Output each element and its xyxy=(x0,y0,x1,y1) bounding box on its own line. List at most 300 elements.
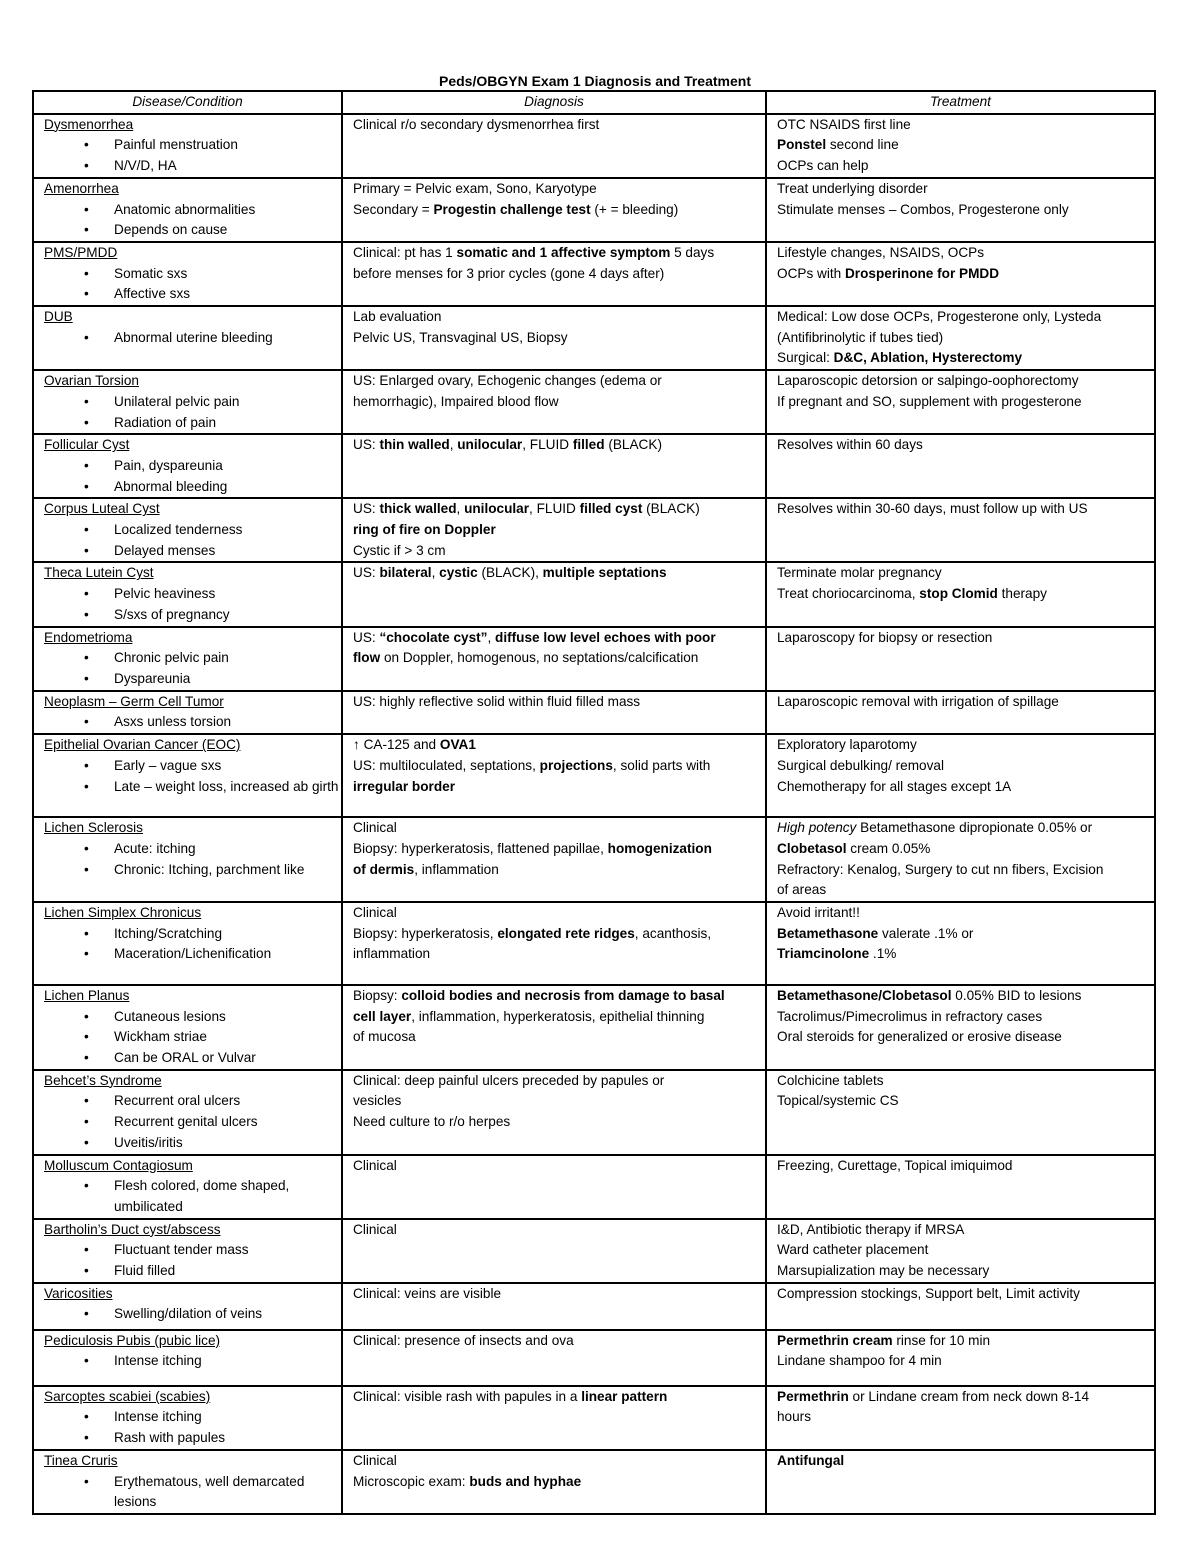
treatment-text: valerate .1% or xyxy=(878,925,974,941)
condition-cell xyxy=(33,306,342,370)
treatment-text: D&C, Ablation, Hysterectomy xyxy=(833,350,1023,366)
diagnosis-text: Clinical xyxy=(353,1452,397,1468)
condition-name: Bartholin’s Duct cyst/abscess xyxy=(44,1221,221,1237)
treatment-text: Laparoscopy for biopsy or resection xyxy=(777,629,993,645)
treatment-line xyxy=(777,115,1154,136)
table-row xyxy=(33,691,1155,734)
symptom-item: • Unilateral pelvic pain xyxy=(114,392,341,413)
treatment-line xyxy=(777,264,1154,285)
treatment-line xyxy=(777,1240,1154,1261)
treatment-line xyxy=(777,307,1154,328)
condition-name: Epithelial Ovarian Cancer (EOC) xyxy=(44,737,241,753)
condition-name: Tinea Cruris xyxy=(44,1452,118,1468)
treatment-text: Colchicine tablets xyxy=(777,1072,884,1088)
treatment-line xyxy=(777,200,1154,221)
treatment-text: Ward catheter placement xyxy=(777,1242,929,1258)
treatment-line xyxy=(777,584,1154,605)
condition-name: PMS/PMDD xyxy=(44,244,118,260)
diagnosis-line xyxy=(353,200,765,221)
condition-name: Pediculosis Pubis (pubic lice) xyxy=(44,1332,221,1348)
condition-cell xyxy=(33,178,342,242)
diagnosis-text: Clinical xyxy=(353,820,397,836)
table-row xyxy=(33,985,1155,1070)
diagnosis-text: linear pattern xyxy=(581,1388,668,1404)
condition-name: Follicular Cyst xyxy=(44,437,130,453)
treatment-text: Surgical debulking/ removal xyxy=(777,757,944,773)
treatment-cell xyxy=(766,498,1155,562)
symptom-item: • Uveitis/iritis xyxy=(114,1133,341,1154)
condition-cell xyxy=(33,985,342,1070)
condition-cell xyxy=(33,1386,342,1450)
diagnosis-line xyxy=(353,1451,765,1472)
treatment-cell xyxy=(766,242,1155,306)
treatment-line xyxy=(777,1261,1154,1282)
diagnosis-text: elongated rete ridges xyxy=(497,925,635,941)
treatment-cell xyxy=(766,178,1155,242)
treatment-line xyxy=(777,392,1154,413)
diagnosis-cell xyxy=(342,1450,766,1514)
treatment-line xyxy=(777,1451,1154,1472)
symptom-list xyxy=(44,264,341,305)
treatment-cell xyxy=(766,1070,1155,1155)
symptom-item: • Erythematous, well demarcated lesions xyxy=(114,1472,341,1513)
treatment-text: Compression stockings, Support belt, Limit activity xyxy=(777,1285,1080,1301)
diagnosis-line xyxy=(353,179,765,200)
symptom-item: • Painful menstruation xyxy=(114,135,341,156)
treatment-text: or Lindane cream from neck down 8-14 xyxy=(848,1388,1090,1404)
treatment-text: .1% xyxy=(869,946,897,962)
diagnosis-text: US: xyxy=(353,629,380,645)
treatment-text: of areas xyxy=(777,882,827,898)
diagnosis-text: Biopsy: hyperkeratosis, xyxy=(353,925,498,941)
diagnosis-cell xyxy=(342,1386,766,1450)
table-row xyxy=(33,114,1155,178)
symptom-item: • Depends on cause xyxy=(114,220,341,241)
table-row xyxy=(33,1070,1155,1155)
diagnosis-cell xyxy=(342,734,766,817)
symptom-item: • Can be ORAL or Vulvar xyxy=(114,1048,341,1069)
treatment-line xyxy=(777,860,1154,881)
diagnosis-cell xyxy=(342,1330,766,1386)
diagnosis-text: Clinical: deep painful ulcers preceded by papules or xyxy=(353,1072,665,1088)
treatment-line xyxy=(777,1331,1154,1352)
treatment-text: OCPs with xyxy=(777,265,845,281)
symptom-list xyxy=(44,648,341,689)
diagnosis-text: Clinical xyxy=(353,1221,397,1237)
diagnosis-text: Biopsy: hyperkeratosis, flattened papillae, xyxy=(353,840,608,856)
diagnosis-text: , xyxy=(431,565,440,581)
diagnosis-text: US: xyxy=(353,437,380,453)
diagnosis-cell xyxy=(342,370,766,434)
treatment-cell xyxy=(766,114,1155,178)
diagnosis-text: Secondary = xyxy=(353,201,434,217)
diagnosis-text: ↑ CA-125 and xyxy=(353,737,440,753)
treatment-text: OCPs can help xyxy=(777,158,869,174)
treatment-line xyxy=(777,1007,1154,1028)
diagnosis-text: hemorrhagic), Impaired blood flow xyxy=(353,393,559,409)
symptom-list xyxy=(44,712,341,733)
diagnosis-text: homogenization xyxy=(607,840,712,856)
treatment-text: hours xyxy=(777,1409,812,1425)
condition-cell xyxy=(33,902,342,985)
treatment-text: Exploratory laparotomy xyxy=(777,737,917,753)
diagnosis-text: flow xyxy=(353,650,381,666)
symptom-list xyxy=(44,1407,341,1448)
diagnosis-text: 5 days xyxy=(670,244,715,260)
treatment-line xyxy=(777,628,1154,649)
treatment-text: therapy xyxy=(997,586,1047,602)
symptom-item: • N/V/D, HA xyxy=(114,156,341,177)
symptom-item: • Affective sxs xyxy=(114,284,341,305)
treatment-text: stop Clomid xyxy=(919,586,998,602)
condition-name: Neoplasm – Germ Cell Tumor xyxy=(44,693,224,709)
condition-name: Dysmenorrhea xyxy=(44,116,134,132)
diagnosis-line xyxy=(353,392,765,413)
treatment-text: Surgical: xyxy=(777,350,834,366)
treatment-text: second line xyxy=(826,137,899,153)
diagnosis-line xyxy=(353,243,765,264)
diagnosis-text: multiple septations xyxy=(542,565,667,581)
symptom-list xyxy=(44,1091,341,1153)
diagnosis-line xyxy=(353,818,765,839)
symptom-item: • Flesh colored, dome shaped, umbilicated xyxy=(114,1176,341,1217)
table-header-row xyxy=(33,91,1155,114)
treatment-cell xyxy=(766,1155,1155,1219)
condition-cell xyxy=(33,1450,342,1514)
symptom-item: • Late – weight loss, increased ab girth xyxy=(114,777,341,798)
treatment-cell xyxy=(766,306,1155,370)
treatment-line xyxy=(777,1407,1154,1428)
treatment-line xyxy=(777,880,1154,901)
symptom-item: • Delayed menses xyxy=(114,541,341,562)
treatment-text: Betamethasone xyxy=(777,925,879,941)
symptom-list xyxy=(44,1304,341,1325)
treatment-line xyxy=(777,371,1154,392)
diagnosis-cell xyxy=(342,178,766,242)
treatment-text: Terminate molar pregnancy xyxy=(777,565,942,581)
treatment-text: Topical/systemic CS xyxy=(777,1093,899,1109)
diagnosis-line xyxy=(353,756,765,777)
symptom-list xyxy=(44,924,341,965)
treatment-line xyxy=(777,839,1154,860)
diagnosis-text: , xyxy=(449,437,458,453)
diagnosis-text: Need culture to r/o herpes xyxy=(353,1114,511,1130)
symptom-item: • Recurrent genital ulcers xyxy=(114,1112,341,1133)
diagnosis-cell xyxy=(342,1070,766,1155)
table-row xyxy=(33,1155,1155,1219)
symptom-list xyxy=(44,328,341,349)
symptom-list xyxy=(44,584,341,625)
diagnosis-line xyxy=(353,307,765,328)
table-row xyxy=(33,734,1155,817)
treatment-text: Medical: Low dose OCPs, Progesterone only, Lysteda xyxy=(777,309,1102,325)
condition-name: Sarcoptes scabiei (scabies) xyxy=(44,1388,211,1404)
diagnosis-cell xyxy=(342,434,766,498)
diagnosis-line xyxy=(353,1331,765,1352)
condition-cell xyxy=(33,1219,342,1283)
treatment-cell xyxy=(766,817,1155,902)
treatment-cell xyxy=(766,627,1155,691)
diagnosis-line xyxy=(353,777,765,798)
diagnosis-text: colloid bodies and necrosis from damage to basal xyxy=(401,987,725,1003)
condition-cell xyxy=(33,1155,342,1219)
condition-name: Varicosities xyxy=(44,1285,113,1301)
diagnosis-line xyxy=(353,1387,765,1408)
treatment-line xyxy=(777,986,1154,1007)
treatment-text: Oral steroids for generalized or erosive disease xyxy=(777,1029,1062,1045)
treatment-text: Avoid irritant!! xyxy=(777,904,860,920)
treatment-line xyxy=(777,1156,1154,1177)
table-row xyxy=(33,370,1155,434)
condition-name: DUB xyxy=(44,309,73,325)
diagnosis-line xyxy=(353,1156,765,1177)
diagnosis-text: (BLACK), xyxy=(477,565,543,581)
table-row xyxy=(33,1283,1155,1330)
diagnosis-text: (BLACK) xyxy=(642,501,700,517)
symptom-item: • Wickham striae xyxy=(114,1027,341,1048)
table-row xyxy=(33,1219,1155,1283)
treatment-line xyxy=(777,328,1154,349)
symptom-item: • Asxs unless torsion xyxy=(114,712,341,733)
condition-cell xyxy=(33,1070,342,1155)
page-title: Peds/OBGYN Exam 1 Diagnosis and Treatment xyxy=(439,73,751,89)
treatment-line xyxy=(777,818,1154,839)
treatment-text: Laparoscopic detorsion or salpingo-oophorectomy xyxy=(777,373,1079,389)
treatment-cell xyxy=(766,1283,1155,1330)
symptom-item: • Chronic: Itching, parchment like xyxy=(114,860,341,881)
diagnosis-line xyxy=(353,1071,765,1092)
treatment-text: Lindane shampoo for 4 min xyxy=(777,1353,942,1369)
diagnosis-text: US: highly reflective solid within fluid filled mass xyxy=(353,693,641,709)
treatment-cell xyxy=(766,902,1155,985)
diagnosis-text: Cystic if > 3 cm xyxy=(353,542,446,558)
treatment-line xyxy=(777,903,1154,924)
diagnosis-text: Clinical: presence of insects and ova xyxy=(353,1332,574,1348)
diagnosis-text: Clinical: veins are visible xyxy=(353,1285,502,1301)
diagnosis-cell xyxy=(342,498,766,562)
diagnosis-cell xyxy=(342,1155,766,1219)
treatment-cell xyxy=(766,562,1155,626)
symptom-list xyxy=(44,135,341,176)
treatment-cell xyxy=(766,985,1155,1070)
diagnosis-text: US: multiloculated, septations, xyxy=(353,757,540,773)
diagnosis-line xyxy=(353,986,765,1007)
treatment-line xyxy=(777,1220,1154,1241)
diagnosis-treatment-table xyxy=(32,90,1156,1515)
diagnosis-line xyxy=(353,924,765,945)
condition-cell xyxy=(33,242,342,306)
diagnosis-text: of mucosa xyxy=(353,1029,416,1045)
diagnosis-text: Clinical xyxy=(353,1157,397,1173)
table-row xyxy=(33,627,1155,691)
treatment-text: Betamethasone dipropionate 0.05% or xyxy=(856,820,1093,836)
condition-name: Lichen Sclerosis xyxy=(44,820,143,836)
symptom-item: • Intense itching xyxy=(114,1407,341,1428)
symptom-item: • Recurrent oral ulcers xyxy=(114,1091,341,1112)
diagnosis-text: OVA1 xyxy=(439,737,476,753)
diagnosis-text: , inflammation, hyperkeratosis, epithelial thinning xyxy=(411,1008,705,1024)
diagnosis-text: somatic and 1 affective symptom xyxy=(456,244,671,260)
symptom-item: • Pain, dyspareunia xyxy=(114,456,341,477)
diagnosis-text: Clinical xyxy=(353,904,397,920)
diagnosis-line xyxy=(353,648,765,669)
symptom-item: • Pelvic heaviness xyxy=(114,584,341,605)
diagnosis-text: on Doppler, homogenous, no septations/calcification xyxy=(380,650,699,666)
diagnosis-text: of dermis xyxy=(353,861,415,877)
diagnosis-text: unilocular xyxy=(464,501,530,517)
diagnosis-line xyxy=(353,692,765,713)
condition-cell xyxy=(33,498,342,562)
symptom-item: • Cutaneous lesions xyxy=(114,1007,341,1028)
symptom-item: • Localized tenderness xyxy=(114,520,341,541)
symptom-list xyxy=(44,1176,341,1217)
diagnosis-text: Clinical r/o secondary dysmenorrhea first xyxy=(353,116,600,132)
diagnosis-text: Lab evaluation xyxy=(353,309,442,325)
table-row xyxy=(33,178,1155,242)
symptom-item: • S/sxs of pregnancy xyxy=(114,605,341,626)
diagnosis-text: ring of fire on Doppler xyxy=(353,522,496,538)
diagnosis-line xyxy=(353,860,765,881)
symptom-item: • Abnormal uterine bleeding xyxy=(114,328,341,349)
condition-name: Lichen Simplex Chronicus xyxy=(44,904,202,920)
treatment-text: Stimulate menses – Combos, Progesterone only xyxy=(777,201,1069,217)
table-row xyxy=(33,434,1155,498)
treatment-line xyxy=(777,692,1154,713)
treatment-line xyxy=(777,179,1154,200)
treatment-line xyxy=(777,1027,1154,1048)
diagnosis-cell xyxy=(342,242,766,306)
treatment-line xyxy=(777,499,1154,520)
condition-name: Theca Lutein Cyst xyxy=(44,565,154,581)
treatment-text: Permethrin cream xyxy=(777,1332,893,1348)
treatment-text: Marsupialization may be necessary xyxy=(777,1263,990,1279)
condition-name: Amenorrhea xyxy=(44,180,119,196)
symptom-item: • Abnormal bleeding xyxy=(114,477,341,498)
diagnosis-line xyxy=(353,499,765,520)
treatment-line xyxy=(777,135,1154,156)
diagnosis-line xyxy=(353,264,765,285)
diagnosis-text: cell layer xyxy=(353,1008,412,1024)
treatment-cell xyxy=(766,434,1155,498)
diagnosis-text: thin walled xyxy=(379,437,450,453)
treatment-text: Chemotherapy for all stages except 1A xyxy=(777,778,1012,794)
diagnosis-cell xyxy=(342,1283,766,1330)
symptom-list xyxy=(44,520,341,561)
diagnosis-line xyxy=(353,371,765,392)
diagnosis-line xyxy=(353,1284,765,1305)
treatment-text: High potency xyxy=(777,820,857,836)
diagnosis-text: , FLUID xyxy=(529,501,580,517)
treatment-text: Clobetasol xyxy=(777,840,847,856)
treatment-cell xyxy=(766,1386,1155,1450)
condition-cell xyxy=(33,1283,342,1330)
symptom-item: • Rash with papules xyxy=(114,1428,341,1449)
diagnosis-text: , acanthosis, xyxy=(634,925,712,941)
condition-cell xyxy=(33,562,342,626)
treatment-cell xyxy=(766,1450,1155,1514)
diagnosis-text: inflammation xyxy=(353,946,431,962)
symptom-list xyxy=(44,756,341,797)
treatment-text: Tacrolimus/Pimecrolimus in refractory cases xyxy=(777,1008,1043,1024)
diagnosis-line xyxy=(353,541,765,562)
table-row xyxy=(33,1450,1155,1514)
symptom-list xyxy=(44,839,341,880)
treatment-text: Triamcinolone xyxy=(777,946,870,962)
treatment-line xyxy=(777,156,1154,177)
diagnosis-text: thick walled xyxy=(379,501,457,517)
symptom-item: • Fluid filled xyxy=(114,1261,341,1282)
diagnosis-cell xyxy=(342,114,766,178)
diagnosis-cell xyxy=(342,817,766,902)
diagnosis-line xyxy=(353,563,765,584)
symptom-item: • Somatic sxs xyxy=(114,264,341,285)
diagnosis-cell xyxy=(342,902,766,985)
treatment-line xyxy=(777,1091,1154,1112)
symptom-list xyxy=(44,1351,341,1372)
diagnosis-text: filled cyst xyxy=(579,501,643,517)
condition-cell xyxy=(33,734,342,817)
condition-cell xyxy=(33,691,342,734)
table-row xyxy=(33,242,1155,306)
treatment-cell xyxy=(766,691,1155,734)
diagnosis-text: bilateral xyxy=(379,565,432,581)
symptom-list xyxy=(44,200,341,241)
treatment-line xyxy=(777,243,1154,264)
diagnosis-text: US: xyxy=(353,565,380,581)
diagnosis-cell xyxy=(342,562,766,626)
diagnosis-cell xyxy=(342,691,766,734)
table-row xyxy=(33,306,1155,370)
symptom-item: • Anatomic abnormalities xyxy=(114,200,341,221)
diagnosis-text: projections xyxy=(539,757,613,773)
diagnosis-line xyxy=(353,1027,765,1048)
treatment-line xyxy=(777,1071,1154,1092)
symptom-list xyxy=(44,456,341,497)
treatment-line xyxy=(777,1387,1154,1408)
condition-cell xyxy=(33,114,342,178)
treatment-text: If pregnant and SO, supplement with progesterone xyxy=(777,393,1082,409)
diagnosis-text: (BLACK) xyxy=(604,437,662,453)
diagnosis-text: Primary = Pelvic exam, Sono, Karyotype xyxy=(353,180,597,196)
diagnosis-cell xyxy=(342,627,766,691)
treatment-text: Resolves within 60 days xyxy=(777,437,923,453)
treatment-text: (Antifibrinolytic if tubes tied) xyxy=(777,329,944,345)
treatment-text: Treat underlying disorder xyxy=(777,180,928,196)
table-row xyxy=(33,902,1155,985)
condition-name: Behcet’s Syndrome xyxy=(44,1072,162,1088)
symptom-list xyxy=(44,1007,341,1069)
symptom-list xyxy=(44,1240,341,1281)
symptom-list xyxy=(44,1472,341,1513)
treatment-text: Antifungal xyxy=(777,1452,845,1468)
table-row xyxy=(33,1330,1155,1386)
diagnosis-line xyxy=(353,944,765,965)
condition-name: Lichen Planus xyxy=(44,987,130,1003)
treatment-text: Drosperinone for PMDD xyxy=(844,265,1000,281)
symptom-item: • Itching/Scratching xyxy=(114,924,341,945)
condition-cell xyxy=(33,627,342,691)
treatment-line xyxy=(777,777,1154,798)
diagnosis-text: Progestin challenge test xyxy=(433,201,591,217)
diagnosis-line xyxy=(353,839,765,860)
diagnosis-text: vesicles xyxy=(353,1093,402,1109)
treatment-text: I&D, Antibiotic therapy if MRSA xyxy=(777,1221,965,1237)
diagnosis-line xyxy=(353,628,765,649)
diagnosis-text: Pelvic US, Transvaginal US, Biopsy xyxy=(353,329,568,345)
diagnosis-text: , FLUID xyxy=(522,437,573,453)
diagnosis-line xyxy=(353,1220,765,1241)
diagnosis-cell xyxy=(342,306,766,370)
